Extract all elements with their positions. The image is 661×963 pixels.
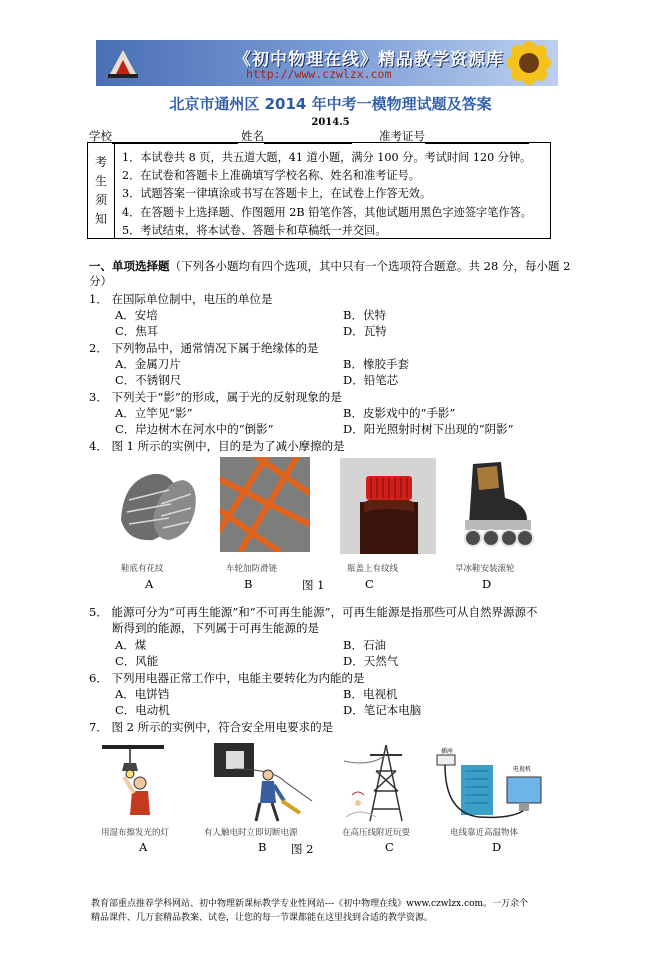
q3-option-d: D．阳光照射时树下出现的“阴影” bbox=[343, 422, 514, 436]
q1-option-c: C．焦耳 bbox=[115, 324, 159, 338]
high-voltage-tower-image bbox=[340, 741, 432, 823]
fig2-caption-c: 在高压线附近玩耍 bbox=[342, 828, 411, 838]
name-label: 姓名 bbox=[241, 129, 264, 143]
fig2-caption-d: 电线靠近高温物体 bbox=[450, 828, 519, 838]
question-1-stem: 1． 在国际单位制中，电压的单位是 bbox=[89, 292, 273, 306]
q1-option-a: A．安培 bbox=[115, 308, 158, 322]
q2-option-a: A．金属刀片 bbox=[115, 357, 181, 371]
banner-url[interactable]: http://www.czwlzx.com bbox=[246, 67, 392, 81]
q1-option-d: D．瓦特 bbox=[343, 324, 387, 338]
section-title: 一、单项选择题 bbox=[89, 259, 170, 273]
q5-option-a: A．煤 bbox=[115, 638, 147, 652]
fig1-letter-b: B bbox=[244, 577, 253, 591]
exam-date: 2014.5 bbox=[311, 117, 350, 128]
candidate-notice-box bbox=[87, 142, 551, 239]
fig1-label: 图 1 bbox=[302, 578, 325, 592]
q5-option-d: D．天然气 bbox=[343, 654, 399, 668]
svg-text:插座: 插座 bbox=[441, 748, 454, 755]
fig2-letter-c: C bbox=[385, 840, 394, 854]
fig2-label: 图 2 bbox=[291, 842, 314, 856]
fig2-letter-a: A bbox=[139, 840, 148, 854]
fig2-caption-a: 用湿布擦发光的灯 bbox=[101, 828, 170, 838]
exam-number-label: 准考证号 bbox=[379, 129, 425, 143]
q5-option-b: B．石油 bbox=[343, 638, 386, 652]
question-7-stem: 7． 图 2 所示的实例中，符合安全用电要求的是 bbox=[89, 720, 334, 734]
fig1-caption-c: 瓶盖上有纹线 bbox=[347, 564, 399, 574]
bottle-cap-image bbox=[340, 458, 436, 554]
fig2-letter-d: D bbox=[492, 840, 502, 854]
question-2-stem: 2． 下列物品中，通常情况下属于绝缘体的是 bbox=[89, 341, 319, 355]
section-heading bbox=[89, 258, 570, 274]
wet-cloth-lamp-image bbox=[100, 741, 166, 819]
q1-option-b: B．伏特 bbox=[343, 308, 386, 322]
q2-option-d: D．铅笔芯 bbox=[343, 373, 399, 387]
page-title: 北京市通州区 2014 年中考一模物理试题及答案 bbox=[169, 95, 492, 113]
question-5-stem-cont: 断得到的能源，下列属于可再生能源的是 bbox=[112, 621, 319, 635]
fig1-caption-a: 鞋底有花纹 bbox=[121, 564, 164, 574]
q5-option-c: C．风能 bbox=[115, 654, 159, 668]
header-banner bbox=[96, 40, 558, 86]
banner-title: 《初中物理在线》精品教学资源库 bbox=[234, 50, 504, 70]
notice-side-label: 考 生 须 知 bbox=[88, 143, 115, 238]
fig1-caption-d: 旱冰鞋安装滚轮 bbox=[455, 564, 515, 574]
notice-rule: 2．在试卷和答题卡上准确填写学校名称、姓名和准考证号。 bbox=[122, 169, 420, 183]
fig1-caption-b: 车轮加防滑链 bbox=[226, 564, 278, 574]
fig1-letter-c: C bbox=[365, 577, 374, 591]
q2-option-c: C．不锈钢尺 bbox=[115, 373, 182, 387]
notice-rule: 1．本试卷共 8 页，共五道大题，41 道小题，满分 100 分。考试时间 120 分钟。 bbox=[122, 151, 532, 164]
cut-power-image bbox=[212, 741, 322, 823]
notice-rule: 5．考试结束，将本试卷、答题卡和草稿纸一并交回。 bbox=[122, 223, 387, 237]
page-footer bbox=[91, 897, 571, 925]
fig1-letter-d: D bbox=[482, 577, 492, 591]
footer-line: 教育部重点推荐学科网站、初中物理新课标教学专业性网站---《初中物理在线》www.czwlzx.com。一万余个 bbox=[91, 899, 529, 909]
q3-option-a: A．立竿见“影” bbox=[115, 406, 193, 420]
section-note-cont: 分） bbox=[89, 274, 112, 288]
question-3-stem: 3． 下列关于“影”的形成，属于光的反射现象的是 bbox=[89, 390, 342, 404]
q3-option-b: B．皮影戏中的“手影” bbox=[343, 406, 456, 420]
tire-chain-image bbox=[220, 457, 310, 552]
question-4-stem: 4． 图 1 所示的实例中，目的是为了减小摩擦的是 bbox=[89, 439, 345, 453]
q6-option-b: B．电视机 bbox=[343, 687, 398, 701]
footer-line: 精品课件、几万套精品教案、试卷，让您的每一节课都能在这里找到合适的教学资源。 bbox=[91, 913, 434, 923]
site-logo-icon bbox=[106, 46, 140, 80]
q6-option-a: A．电饼铛 bbox=[115, 687, 170, 701]
q6-option-d: D．笔记本电脑 bbox=[343, 703, 422, 717]
roller-skate-image bbox=[447, 458, 537, 554]
section-note: （下列各小题均有四个选项，其中只有一个选项符合题意。共 28 分，每小题 2 bbox=[169, 259, 571, 273]
q2-option-b: B．橡胶手套 bbox=[343, 357, 409, 371]
fig2-caption-b: 有人触电时立即切断电源 bbox=[204, 828, 298, 838]
shoe-sole-image bbox=[113, 460, 203, 548]
school-label: 学校 bbox=[89, 129, 112, 143]
notice-rules bbox=[122, 149, 546, 240]
notice-rule: 3．试题答案一律填涂或书写在答题卡上，在试卷上作答无效。 bbox=[122, 187, 432, 201]
question-6-stem: 6． 下列用电器正常工作中，电能主要转化为内能的是 bbox=[89, 671, 365, 685]
q6-option-c: C．电动机 bbox=[115, 703, 170, 717]
sunflower-icon bbox=[504, 40, 554, 86]
fig2-letter-b: B bbox=[258, 840, 267, 854]
svg-text:电视机: 电视机 bbox=[513, 766, 532, 773]
notice-rule: 4．在答题卡上选择题、作图题用 2B 铅笔作答，其他试题用黑色字迹签字笔作答。 bbox=[122, 205, 532, 219]
wire-heater-image bbox=[433, 741, 545, 823]
question-5-stem: 5． 能源可分为“可再生能源”和“不可再生能源”，可再生能源是指那些可从自然界源源不 bbox=[89, 605, 538, 619]
q3-option-c: C．岸边树木在河水中的“倒影” bbox=[115, 422, 274, 436]
fig1-letter-a: A bbox=[145, 577, 154, 591]
